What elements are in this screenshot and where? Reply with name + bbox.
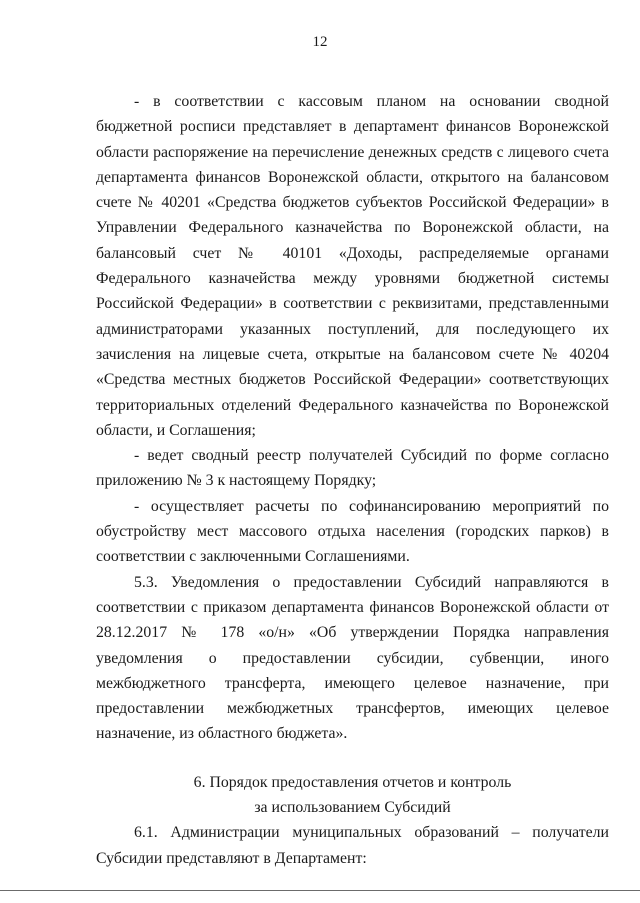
paragraph-cash-plan: - в соответствии с кассовым планом на основании сводной бюджетной росписи представляет в департамент финансов Воронежской области распоряжение на перечисление денежных средств с лицевого счета департамента финансов Воронежской области, открытого на балансовом счете № 40201 «Средства бюджетов субъектов Российской Федерации» в Управлении Федерального казначейства по Воронежской области, на балансовый счет № 40101 «Доходы, распределяемые органами Федерального казначейства между уровнями бюджетной системы Российской Федерации» в соответствии с реквизитами, представленными администраторами указанных поступлений, для последующего их зачисления на лицевые счета, открытые на балансовом счете № 40204 «Средства местных бюджетов Российской Федерации» соответствующих территориальных отделений Федерального казначейства по Воронежской области, и Соглашения; [96, 93, 609, 439]
paragraph-register: - ведет сводный реестр получателей Субсидий по форме согласно приложению № 3 к настоящему Порядку; [96, 447, 609, 490]
section-spacer [96, 747, 609, 770]
document-body [96, 89, 609, 871]
scan-edge-divider [0, 890, 640, 891]
paragraph-reporting: 6.1. Администрации муниципальных образований – получатели Субсидии представляют в Департамент: [96, 824, 609, 867]
page-number: 12 [312, 34, 328, 50]
section-heading-line1: 6. Порядок предоставления отчетов и контроль [193, 773, 512, 791]
section-heading-line2: за использованием Субсидий [254, 799, 451, 817]
paragraph-cofinancing: - осуществляет расчеты по софинансированию мероприятий по обустройству мест массового отдыха населения (городских парков) в соответствии с заключенными Соглашениями. [96, 497, 609, 566]
paragraph-notifications: 5.3. Уведомления о предоставлении Субсидий направляются в соответствии с приказом департамента финансов Воронежской области от 28.12.2017 № 178 «о/н» «Об утверждении Порядка направления уведомления о предоставлении субсидии, субвенции, иного межбюджетного трансферта, имеющего целевое назначение, при предоставлении межбюджетных трансфертов, имеющих целевое назначение, из областного бюджета». [96, 573, 609, 743]
